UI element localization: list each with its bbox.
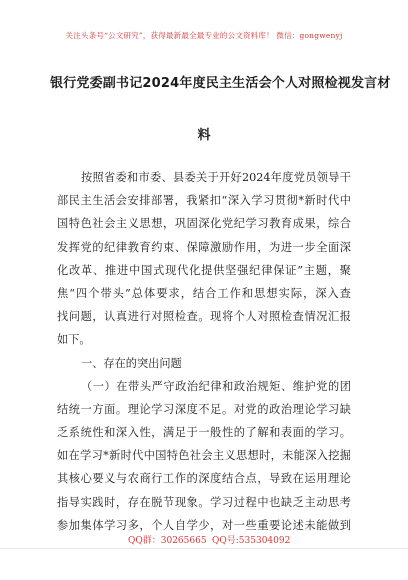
body-line: 发挥党的纪律教育约束、保障激励作用，为进一步全面深: [57, 240, 351, 254]
footer-qq-group: QQ群：30265665: [128, 536, 207, 546]
footer-qq-number: QQ号:535304092: [212, 536, 291, 546]
section-heading: 一、存在的突出问题: [81, 356, 182, 370]
document-body: [57, 166, 351, 537]
body-line: 参加集体学习多，个人自学少，对一些重要论述未能做到: [57, 518, 351, 532]
header-banner: 关注头条号“公文研究”，获得最新最全最专业的公文资料库！ 微信：gongwenyj: [65, 31, 343, 40]
body-line: （一）在带头严守政治纪律和政治规矩、维护党的团: [81, 379, 351, 393]
body-line: 化改革、推进中国式现代化提供坚强纪律保证”主题，聚: [57, 263, 351, 277]
body-line: 如下。: [57, 333, 91, 347]
body-line: 焦“四个带头”总体要求，结合工作和思想实际，深入查: [57, 286, 351, 300]
body-line: 结统一方面。理论学习深度不足。对党的政治理论学习缺: [57, 402, 351, 416]
document-title-continuation: 料: [197, 128, 211, 143]
body-line: 国特色社会主义思想，巩固深化党纪学习教育成果，综合: [57, 217, 351, 231]
body-line: 部民主生活会安排部署，我紧扣“深入学习贯彻*新时代中: [57, 194, 351, 208]
body-line: 找问题，认真进行对照检查。现将个人对照检查情况汇报: [57, 310, 351, 324]
body-line: 如在学习*新时代中国特色社会主义思想时，未能深入挖掘: [57, 449, 351, 463]
body-line: 其核心要义与农商行工作的深度结合点，导致在运用理论: [57, 472, 351, 486]
body-line: 按照省委和市委、县委关于开好2024年度党员领导干: [81, 171, 351, 184]
body-line: 指导实践时，存在脱节现象。学习过程中也缺乏主动思考: [57, 495, 351, 509]
body-line: 乏系统性和深入性，满足于一般性的了解和表面的学习。: [57, 426, 351, 440]
footer-divider: [0, 548, 408, 549]
document-title: 银行党委副书记2024年度民主生活会个人对照检视发言材: [50, 76, 391, 91]
